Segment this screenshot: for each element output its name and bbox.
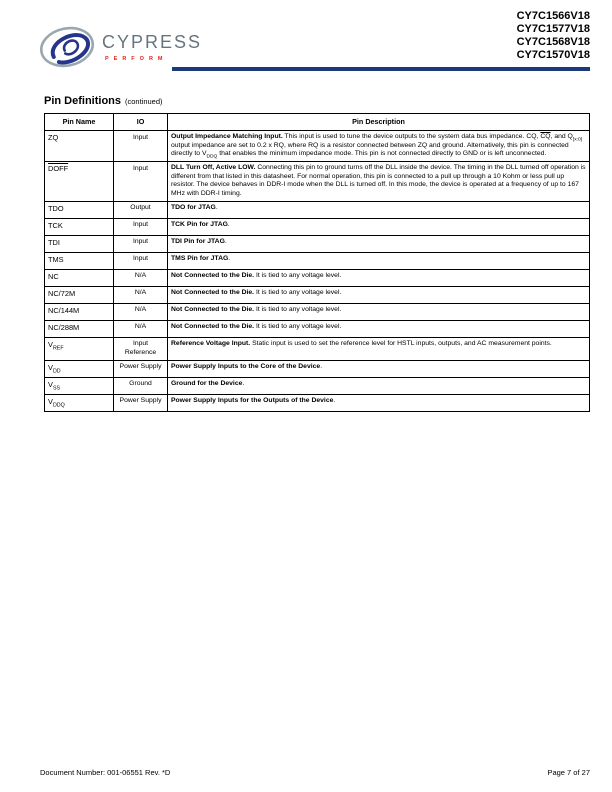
- pin-name-cell: $V_{SS}$: [45, 377, 114, 394]
- part-number: CY7C1566V18: [516, 10, 590, 22]
- description-cell: TDO for JTAG.: [168, 201, 590, 218]
- part-number: CY7C1568V18: [516, 36, 590, 48]
- table-row: [45, 201, 590, 218]
- column-header: Pin Name: [45, 114, 114, 131]
- io-cell: Power Supply: [114, 394, 168, 411]
- pin-table-header-row: [45, 114, 590, 131]
- table-row: [45, 394, 590, 411]
- table-row: [45, 360, 590, 377]
- pin-name-cell: $V_{REF}$: [45, 337, 114, 360]
- brand-tagline: PERFORM: [105, 56, 168, 62]
- pin-definitions-table: [44, 113, 590, 412]
- io-cell: Output: [114, 201, 168, 218]
- pin-name-cell: NC/72M: [45, 286, 114, 303]
- description-cell: TCK Pin for JTAG.: [168, 218, 590, 235]
- pin-name-cell: $V_{DDQ}$: [45, 394, 114, 411]
- description-cell: Power Supply Inputs to the Core of the Device.: [168, 360, 590, 377]
- io-cell: Input Reference: [114, 337, 168, 360]
- io-cell: Input: [114, 131, 168, 162]
- description-cell: Not Connected to the Die. It is tied to any voltage level.: [168, 320, 590, 337]
- io-cell: N/A: [114, 320, 168, 337]
- pin-name-cell: TMS: [45, 252, 114, 269]
- brand-name: CYPRESS: [102, 32, 203, 52]
- pin-name-cell: DOFF: [45, 162, 114, 202]
- pin-name-cell: NC/288M: [45, 320, 114, 337]
- section-title: [44, 95, 163, 107]
- description-cell: Reference Voltage Input. Static input is used to set the reference level for HSTL inputs, outputs, and AC measurement points.: [168, 337, 590, 360]
- description-cell: Ground for the Device.: [168, 377, 590, 394]
- pin-name-cell: NC/144M: [45, 303, 114, 320]
- description-cell: DLL Turn Off, Active LOW. Connecting this pin to ground turns off the DLL inside the device. The timing in the DLL turned off operation is different from that listed in this datasheet. For normal operation, this pin is connected to a pull up through a 10 Kohm or less pull up resistor. The device behaves in DDR-I mode when the DLL is turned off. In this mode, the device is operated at a frequency of up to 167 MHz with DDR-I timing.: [168, 162, 590, 202]
- footer-page-number: Page 7 of 27: [547, 768, 590, 777]
- table-row: [45, 337, 590, 360]
- io-cell: Input: [114, 218, 168, 235]
- table-row: [45, 162, 590, 202]
- io-cell: N/A: [114, 269, 168, 286]
- header-rule: [172, 67, 590, 71]
- table-row: [45, 286, 590, 303]
- table-row: [45, 269, 590, 286]
- description-cell: Not Connected to the Die. It is tied to any voltage level.: [168, 269, 590, 286]
- section-title-text: Pin Definitions: [44, 95, 121, 107]
- io-cell: N/A: [114, 286, 168, 303]
- table-row: [45, 320, 590, 337]
- io-cell: Power Supply: [114, 360, 168, 377]
- pin-name-cell: TDO: [45, 201, 114, 218]
- description-cell: Not Connected to the Die. It is tied to any voltage level.: [168, 286, 590, 303]
- io-cell: Input: [114, 162, 168, 202]
- description-cell: Output Impedance Matching Input. This input is used to tune the device outputs to the system data bus impedance. CQ, $\overline{CQ}$, and $Q_{[x:0]}$ output impedance are set to 0.2 x RQ, where RQ is a resistor connected between ZQ and ground. Alternatively, this pin is connected directly to $V_{DDQ}$ that enables the minimum impedance mode. This pin is not connected directly to GND or is left unconnected.: [168, 131, 590, 162]
- io-cell: Input: [114, 252, 168, 269]
- part-number: CY7C1577V18: [516, 23, 590, 35]
- description-cell: Power Supply Inputs for the Outputs of the Device.: [168, 394, 590, 411]
- io-cell: N/A: [114, 303, 168, 320]
- cypress-logo: [38, 24, 202, 70]
- section-title-continued: (continued): [125, 97, 163, 106]
- part-numbers: [517, 10, 590, 62]
- table-row: [45, 303, 590, 320]
- table-row: [45, 131, 590, 162]
- pin-definitions-table-wrap: [44, 113, 590, 412]
- cypress-swirl-icon: [38, 24, 96, 70]
- description-cell: TDI Pin for JTAG.: [168, 235, 590, 252]
- table-row: [45, 235, 590, 252]
- table-row: [45, 252, 590, 269]
- pin-table-body: [45, 131, 590, 412]
- io-cell: Ground: [114, 377, 168, 394]
- column-header: IO: [114, 114, 168, 131]
- description-cell: TMS Pin for JTAG.: [168, 252, 590, 269]
- pin-name-cell: TCK: [45, 218, 114, 235]
- io-cell: Input: [114, 235, 168, 252]
- part-number: CY7C1570V18: [516, 49, 590, 61]
- table-row: [45, 218, 590, 235]
- description-cell: Not Connected to the Die. It is tied to any voltage level.: [168, 303, 590, 320]
- column-header: Pin Description: [168, 114, 590, 131]
- pin-name-cell: NC: [45, 269, 114, 286]
- pin-name-cell: $V_{DD}$: [45, 360, 114, 377]
- table-row: [45, 377, 590, 394]
- footer-document-number: Document Number: 001-06551 Rev. *D: [40, 768, 171, 777]
- logo-text: [102, 32, 202, 62]
- pin-name-cell: ZQ: [45, 131, 114, 162]
- pin-name-cell: TDI: [45, 235, 114, 252]
